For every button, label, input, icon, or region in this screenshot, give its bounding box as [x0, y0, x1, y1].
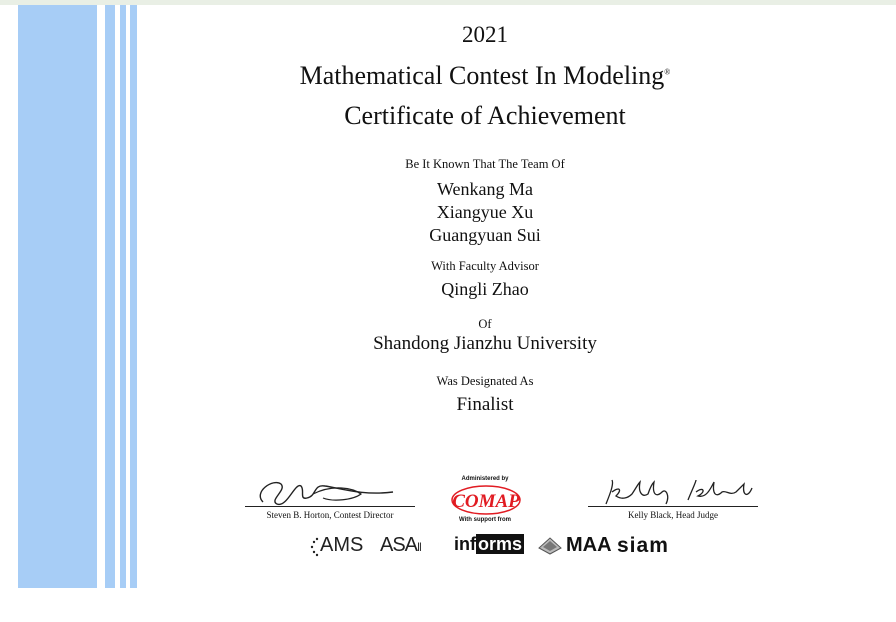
registered-mark: ® — [664, 67, 671, 77]
comap-text: COMAP — [452, 491, 520, 512]
maa-icon — [535, 534, 565, 556]
asa-logo — [380, 534, 421, 557]
director-signature — [243, 474, 413, 508]
maa-logo: MAA — [566, 534, 612, 556]
team-member: Guangyuan Sui — [429, 225, 541, 245]
ams-icon — [310, 537, 320, 557]
contest-name — [205, 61, 765, 91]
decorative-stripe — [18, 5, 97, 588]
informs-text-b: orms — [478, 534, 523, 554]
administered-by-label: Administered by — [461, 476, 509, 482]
certificate-title: Certificate of Achievement — [344, 101, 626, 130]
signature-line — [588, 506, 758, 507]
university-name: Shandong Jianzhu University — [373, 333, 597, 354]
team-member: Wenkang Ma — [436, 179, 534, 199]
year: 2021 — [462, 22, 508, 47]
support-label: With support from — [459, 517, 511, 523]
known-text: Be It Known That The Team Of — [405, 157, 565, 171]
siam-logo: siam — [617, 534, 669, 557]
contest-name-text: Mathematical Contest In Modeling — [299, 61, 665, 90]
decorative-stripe — [120, 5, 126, 588]
of-label: Of — [478, 317, 492, 331]
director-caption: Steven B. Horton, Contest Director — [266, 510, 394, 520]
advisor-label: With Faculty Advisor — [431, 259, 539, 273]
sponsor-logos — [0, 534, 896, 560]
asa-text: ASA — [380, 534, 418, 556]
team-member: Xiangyue Xu — [436, 202, 534, 222]
asa-bars-icon: ‖ — [417, 540, 421, 554]
decorative-stripe — [130, 5, 137, 588]
comap-logo — [449, 482, 523, 516]
designation: Finalist — [456, 394, 514, 415]
informs-logo — [454, 534, 524, 555]
informs-text-a: inf — [454, 534, 476, 554]
ams-logo: AMS — [320, 534, 364, 556]
signature-line — [245, 506, 415, 507]
team-members — [205, 178, 765, 247]
judge-signature — [592, 474, 757, 508]
decorative-stripe — [105, 5, 115, 588]
advisor-name: Qingli Zhao — [441, 279, 529, 299]
designated-label: Was Designated As — [436, 374, 534, 388]
judge-caption: Kelly Black, Head Judge — [628, 510, 718, 520]
